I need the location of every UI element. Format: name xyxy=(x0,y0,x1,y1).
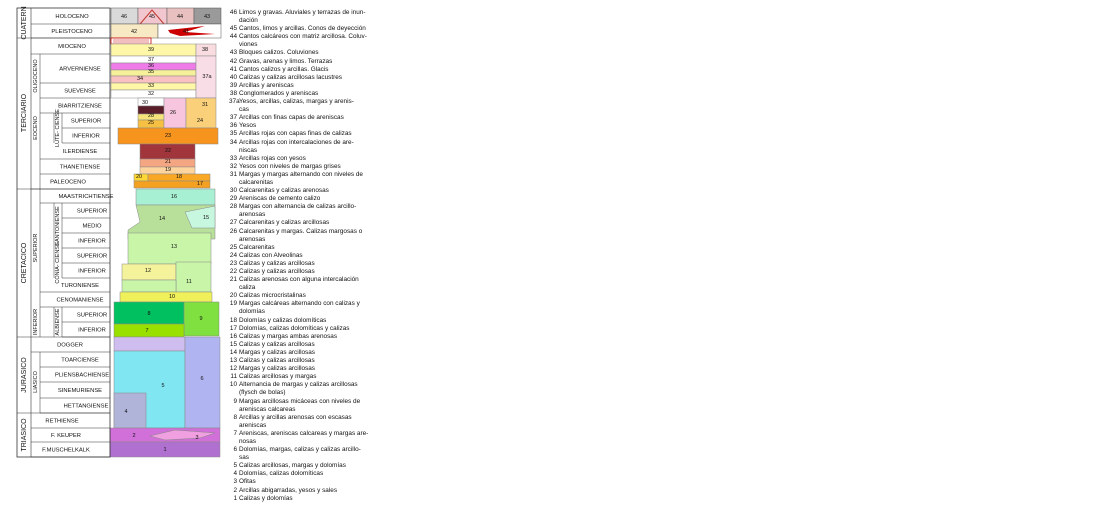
unit-number-label: 21 xyxy=(164,159,172,165)
legend-item xyxy=(229,155,369,163)
legend-item xyxy=(229,219,369,227)
legend-text: areniscas calcareas xyxy=(239,405,296,413)
unit-number-label: 41 xyxy=(182,29,190,35)
stage-label: INFERIOR xyxy=(78,238,106,245)
legend-item xyxy=(229,122,369,130)
legend-item xyxy=(229,276,369,284)
legend-item xyxy=(229,236,369,244)
legend-number: 13 xyxy=(229,357,237,365)
legend-item xyxy=(229,406,369,414)
legend xyxy=(229,9,369,503)
unit-number-label: 39 xyxy=(147,47,155,53)
legend-item xyxy=(229,422,369,430)
unit-number-label: 3 xyxy=(195,435,199,441)
unit-number-label: 17 xyxy=(196,181,204,187)
legend-text: Ofitas xyxy=(239,478,256,486)
subdivision-coniaciense: CONIA- CIENSE xyxy=(55,242,61,284)
legend-item xyxy=(229,252,369,260)
legend-text: dación xyxy=(239,17,258,25)
legend-item xyxy=(229,438,369,446)
legend-item xyxy=(229,244,369,252)
unit-number-label: 30 xyxy=(141,100,149,106)
legend-text: Arcillas rojas con capas finas de calizas xyxy=(239,130,352,138)
legend-number: 22 xyxy=(229,268,237,275)
legend-number: 2 xyxy=(233,486,237,494)
unit-number-label: 36 xyxy=(147,63,155,69)
unit-number-label: 4 xyxy=(124,409,128,415)
period-label-cretacico: CRETACICO xyxy=(21,242,28,284)
legend-item xyxy=(229,187,369,195)
period-label-jurasico: JURASICO xyxy=(21,357,28,393)
legend-number: 46 xyxy=(229,9,237,16)
unit-5-top xyxy=(114,337,185,351)
unit-7 xyxy=(114,324,184,337)
legend-item xyxy=(229,58,369,66)
legend-number xyxy=(229,17,237,25)
legend-item xyxy=(229,163,369,171)
legend-item xyxy=(229,333,369,341)
period-label-triasico: TRIASICO xyxy=(21,418,28,452)
legend-item xyxy=(229,171,369,179)
legend-item xyxy=(229,487,369,495)
legend-number xyxy=(229,41,237,49)
legend-number xyxy=(229,211,237,219)
legend-text: Conglomerados y areniscas xyxy=(239,89,319,97)
legend-number: 20 xyxy=(229,292,237,300)
legend-number: 44 xyxy=(229,33,237,41)
legend-text: Bloques calizos. Coluviones xyxy=(239,49,319,57)
stage-label: INFERIOR xyxy=(78,268,106,275)
legend-text: Calizas y calizas arcillosas xyxy=(239,357,315,365)
stage-label: F.MUSCHELKALK xyxy=(42,447,90,454)
stage-label: ARVERNIENSE xyxy=(59,66,101,73)
legend-item xyxy=(229,495,369,503)
unit-10 xyxy=(120,292,212,302)
legend-item xyxy=(229,317,369,325)
legend-number: 32 xyxy=(229,162,237,170)
unit-number-label: 13 xyxy=(170,244,178,250)
stage-label: F. KEUPER xyxy=(51,433,81,439)
legend-number: 34 xyxy=(229,138,237,146)
unit-number-label: 43 xyxy=(203,14,211,20)
legend-item xyxy=(229,66,369,74)
stage-label: TOARCIENSE xyxy=(61,357,99,364)
legend-item xyxy=(229,17,369,25)
legend-text: Calizas con Alveolinas xyxy=(239,251,303,259)
legend-text: arenosas xyxy=(239,211,266,219)
subdivision-santoniense: SANTONIENSE xyxy=(55,206,61,246)
legend-number: 28 xyxy=(229,203,237,211)
legend-item xyxy=(229,98,369,106)
legend-number: 15 xyxy=(229,340,237,348)
legend-text: Alternancia de margas y calizas arcillosas xyxy=(239,381,358,389)
stage-label: ILERDIENSE xyxy=(62,149,98,155)
legend-number: 3 xyxy=(233,478,237,486)
legend-item xyxy=(229,365,369,373)
legend-number: 18 xyxy=(229,316,237,324)
legend-number xyxy=(229,308,237,316)
legend-item xyxy=(229,414,369,422)
legend-item xyxy=(229,106,369,114)
legend-number: 12 xyxy=(229,365,237,373)
unit-number-label: 35 xyxy=(147,69,155,75)
legend-item xyxy=(229,470,369,478)
legend-text: niscas xyxy=(239,146,258,154)
legend-number: 17 xyxy=(229,324,237,332)
unit-number-label: 19 xyxy=(164,167,172,173)
legend-item xyxy=(229,389,369,397)
stage-label: INFERIOR xyxy=(78,327,106,334)
legend-item xyxy=(229,398,369,406)
stage-label: INFERIOR xyxy=(72,133,100,140)
legend-text: Calizas y dolomías xyxy=(239,494,293,502)
unit-number-label: 7 xyxy=(145,328,149,334)
legend-number: 37a xyxy=(229,98,240,106)
unit-number-label: 6 xyxy=(200,376,204,382)
legend-number: 4 xyxy=(233,470,237,478)
legend-number: 45 xyxy=(229,25,237,33)
unit-number-label: 33 xyxy=(147,83,155,89)
legend-text: Dolomías, calizas dolomíticas xyxy=(239,470,324,478)
legend-text: Margas calcáreas alternando con calizas y xyxy=(239,300,360,308)
period-label-cuaternario: CUATERN xyxy=(21,6,28,40)
legend-item xyxy=(229,325,369,333)
legend-item xyxy=(229,357,369,365)
legend-text: Areniscas, areniscas calcareas y margas are- xyxy=(239,429,369,437)
legend-item xyxy=(229,49,369,57)
legend-item xyxy=(229,41,369,49)
legend-item xyxy=(229,268,369,276)
legend-number: 11 xyxy=(230,373,237,381)
legend-item xyxy=(229,82,369,90)
legend-text: Gravas, arenas y limos. Terrazas xyxy=(239,57,333,65)
unit-number-label: 5 xyxy=(161,383,165,389)
subdivision-superior: SUPERIOR xyxy=(33,233,39,263)
stage-label: RETHIENSE xyxy=(45,418,79,425)
legend-number: 14 xyxy=(229,348,237,356)
unit-number-label: 37 xyxy=(147,57,155,63)
stage-label: HETTANGIENSE xyxy=(63,403,109,410)
legend-item xyxy=(229,74,369,82)
legend-number: 42 xyxy=(229,57,237,65)
legend-number: 23 xyxy=(229,259,237,267)
stage-label: SINEMURIENSE xyxy=(57,388,103,394)
legend-text: Calcarenitas xyxy=(239,243,275,251)
legend-item xyxy=(229,130,369,138)
legend-number: 40 xyxy=(229,73,237,81)
legend-item xyxy=(229,25,369,33)
legend-text: Dolomías, calizas dolomíticas y calizas xyxy=(239,324,350,332)
legend-item xyxy=(229,33,369,41)
unit-number-label: 46 xyxy=(120,14,128,20)
legend-item xyxy=(229,90,369,98)
legend-text: calcarenitas xyxy=(239,178,274,186)
legend-text: Calizas y calizas arcillosas xyxy=(239,340,315,348)
unit-number-label: 16 xyxy=(170,194,178,200)
stage-label: SUPERIOR xyxy=(70,118,102,125)
legend-number xyxy=(229,422,237,430)
legend-number: 41 xyxy=(229,65,237,73)
legend-number: 21 xyxy=(229,276,237,284)
legend-number: 6 xyxy=(233,446,237,454)
stage-label: PALEOCENO xyxy=(50,179,86,186)
subdivision-inferior: INFERIOR xyxy=(33,308,39,336)
unit-number-label: 31 xyxy=(201,102,209,108)
legend-item xyxy=(229,211,369,219)
legend-item xyxy=(229,349,369,357)
legend-number: 29 xyxy=(229,195,237,203)
legend-text: areniscas xyxy=(239,421,267,429)
legend-item xyxy=(229,292,369,300)
unit-4 xyxy=(114,393,146,428)
legend-number: 36 xyxy=(229,122,237,130)
stage-label: SUPERIOR xyxy=(76,312,108,319)
subdivision-eoceno: EOCENO xyxy=(33,116,39,140)
stage-label: THANETIENSE xyxy=(59,164,101,171)
unit-number-label: 34 xyxy=(136,76,144,82)
legend-text: Calcarenitas y calizas arenosas xyxy=(239,187,329,195)
legend-number: 16 xyxy=(229,332,237,340)
legend-item xyxy=(229,284,369,292)
legend-number: 19 xyxy=(229,300,237,308)
stage-label: PLIENSBACHIENSE xyxy=(54,372,110,379)
legend-text: arenosas xyxy=(239,235,266,243)
legend-text: Margas y calizas arcillosas xyxy=(239,348,316,356)
unit-number-label: 14 xyxy=(158,216,166,222)
legend-number xyxy=(229,406,237,414)
unit-number-label: 9 xyxy=(199,316,203,322)
legend-number xyxy=(229,389,237,397)
stage-label: BIARRITZIENSE xyxy=(58,103,102,110)
legend-text: Calizas y calizas arcillosas xyxy=(239,268,315,275)
legend-item xyxy=(229,478,369,486)
legend-text: Calizas microcristalinas xyxy=(239,292,306,300)
legend-item xyxy=(229,373,369,381)
stage-label: TURONIENSE xyxy=(60,283,100,289)
legend-number: 24 xyxy=(229,251,237,259)
legend-item xyxy=(229,9,369,17)
legend-text: Arcillas rojas con intercalaciones de are- xyxy=(239,138,354,146)
unit-number-label: 15 xyxy=(202,215,210,221)
legend-text: Areniscas de cemento calizo xyxy=(239,195,321,203)
stage-label: HOLOCENO xyxy=(55,14,89,20)
legend-item xyxy=(229,139,369,147)
unit-number-label: 18 xyxy=(175,174,183,180)
legend-number xyxy=(229,147,237,155)
legend-text: dolomías xyxy=(239,308,265,316)
legend-item xyxy=(229,147,369,155)
subdivision-albiense: ALBIENSE xyxy=(55,308,61,336)
legend-text: Yesos xyxy=(239,122,257,130)
unit-number-label: 28 xyxy=(147,113,155,119)
legend-text: Calizas arcillosas y margas xyxy=(239,373,317,381)
stage-label: CENOMANIENSE xyxy=(56,297,104,304)
legend-number: 30 xyxy=(229,187,237,195)
legend-number: 8 xyxy=(233,413,237,421)
legend-item xyxy=(229,300,369,308)
legend-number: 27 xyxy=(229,219,237,227)
legend-item xyxy=(229,341,369,349)
subdivision-luteciense: LUTE- CIENSE xyxy=(55,109,61,147)
stage-label: MAASTRICHTIENSE xyxy=(58,194,114,200)
legend-number xyxy=(229,454,237,462)
unit-number-label: 12 xyxy=(144,268,152,274)
unit-number-label: 42 xyxy=(130,29,138,35)
legend-text: (flysch de bolas) xyxy=(239,389,286,397)
unit-11b xyxy=(122,280,176,292)
unit-number-label: 44 xyxy=(176,14,184,20)
unit-number-label: 45 xyxy=(148,14,156,20)
subdivision-liasico: LIASICO xyxy=(33,371,39,393)
legend-number: 25 xyxy=(229,243,237,251)
legend-text: Calcarenitas y margas. Calizas margosas o xyxy=(239,227,363,235)
legend-text: Yesos, arcillas, calizas, margas y arenis- xyxy=(239,98,354,106)
legend-number: 26 xyxy=(229,227,237,235)
legend-text: Calizas arenosas con alguna intercalación xyxy=(239,276,359,284)
legend-text: Cantos, limos y arcillas. Conos de deyección xyxy=(239,25,366,33)
stage-label: SUPERIOR xyxy=(76,253,108,260)
legend-text: caliza xyxy=(239,284,256,292)
legend-item xyxy=(229,260,369,268)
unit-number-label: 22 xyxy=(164,148,172,154)
unit-number-label: 1 xyxy=(163,447,167,453)
legend-text: Margas arcillosas micáceas con niveles de xyxy=(239,397,361,405)
legend-text: Calcarenitas y calizas arcillosas xyxy=(239,219,330,227)
legend-number xyxy=(229,106,237,114)
legend-number xyxy=(229,438,237,446)
legend-text: Calizas y calizas arcillosas lacustres xyxy=(239,73,342,81)
legend-number xyxy=(229,236,237,244)
unit-number-label: 10 xyxy=(168,294,176,300)
legend-number: 38 xyxy=(229,89,237,97)
stage-label: SUEVENSE xyxy=(64,88,96,95)
legend-number: 1 xyxy=(233,494,237,502)
legend-text: Dolomías, margas, calizas y calizas arcillo- xyxy=(239,446,361,454)
stage-label: SUPERIOR xyxy=(76,208,108,215)
legend-number: 31 xyxy=(229,170,237,178)
legend-text: Arcillas y areniscas xyxy=(239,81,294,89)
unit-number-label: 11 xyxy=(186,279,192,285)
unit-40 xyxy=(111,38,151,44)
legend-text: nosas xyxy=(239,437,257,445)
unit-number-label: 32 xyxy=(147,91,155,97)
legend-number: 5 xyxy=(233,462,237,470)
legend-text: Yesos con niveles de margas grises xyxy=(239,162,341,170)
legend-text: viones xyxy=(239,41,258,49)
unit-number-label: 24 xyxy=(196,118,204,124)
unit-11 xyxy=(176,262,211,292)
stage-label: MEDIO xyxy=(82,223,102,230)
legend-text: Calizas arcillosas, margas y dolomías xyxy=(239,462,346,470)
unit-number-label: 38 xyxy=(201,47,209,53)
legend-number: 7 xyxy=(233,429,237,437)
legend-item xyxy=(229,430,369,438)
legend-number: 39 xyxy=(229,81,237,89)
stage-label: MIOCENO xyxy=(58,44,86,50)
unit-number-label: 37a xyxy=(202,74,212,80)
unit-41 xyxy=(158,24,221,38)
legend-item xyxy=(229,308,369,316)
legend-item xyxy=(229,114,369,122)
legend-text: Arcillas con finas capas de areniscas xyxy=(239,114,344,122)
unit-number-label: 2 xyxy=(132,433,136,439)
unit-number-label: 23 xyxy=(164,133,172,139)
legend-text: Cantos calizos y arcillas. Glacis xyxy=(239,65,329,73)
legend-item xyxy=(229,228,369,236)
legend-text: Margas con alternancia de calizas arcillo- xyxy=(239,203,357,211)
unit-13 xyxy=(128,233,211,264)
stage-labels xyxy=(42,14,114,454)
legend-number: 33 xyxy=(229,154,237,162)
legend-text: Arcillas rojas con yesos xyxy=(239,154,306,162)
legend-text: Calizas y calizas arcillosas xyxy=(239,259,315,267)
legend-item xyxy=(229,381,369,389)
subdivision-oligoceno: OLIGOCENO xyxy=(33,59,39,93)
legend-text: sas xyxy=(239,454,249,462)
legend-text: Calizas y margas ambas arenosas xyxy=(239,332,338,340)
legend-item xyxy=(229,179,369,187)
legend-text: Limos y gravas. Aluviales y terrazas de inun- xyxy=(239,9,366,16)
legend-text: Margas y calizas arcillosas xyxy=(239,365,316,373)
stage-label: DOGGER xyxy=(57,342,83,349)
legend-number xyxy=(229,179,237,187)
unit-number-label: 26 xyxy=(169,110,177,116)
unit-number-label: 8 xyxy=(147,311,151,317)
legend-item xyxy=(229,462,369,470)
legend-item xyxy=(229,446,369,454)
legend-number xyxy=(229,284,237,292)
legend-text: Arcillas abigarradas, yesos y sales xyxy=(239,486,338,494)
legend-number: 37 xyxy=(229,114,237,122)
legend-number: 43 xyxy=(229,49,237,57)
legend-text: Arcillas y arcillas arenosas con escasas xyxy=(239,413,352,421)
legend-number: 35 xyxy=(229,130,237,138)
stage-label: PLEISTOCENO xyxy=(51,29,93,35)
unit-6 xyxy=(185,337,220,428)
unit-number-label: 25 xyxy=(147,120,155,126)
period-label-terciario: TERCIARIO xyxy=(21,93,28,133)
legend-text: Cantos calcáreos con matriz arcillosa. Coluv- xyxy=(239,33,367,41)
unit-34 xyxy=(111,76,196,83)
legend-number: 10 xyxy=(229,381,237,389)
legend-item xyxy=(229,195,369,203)
legend-text: cas xyxy=(239,106,249,114)
legend-text: Dolomías y calizas dolomíticas xyxy=(239,316,327,324)
legend-text: Margas y margas alternando con niveles de xyxy=(239,170,363,178)
legend-number: 9 xyxy=(233,397,237,405)
unit-number-label: 20 xyxy=(135,174,143,180)
legend-item xyxy=(229,203,369,211)
period-labels xyxy=(21,6,28,451)
legend-item xyxy=(229,454,369,462)
